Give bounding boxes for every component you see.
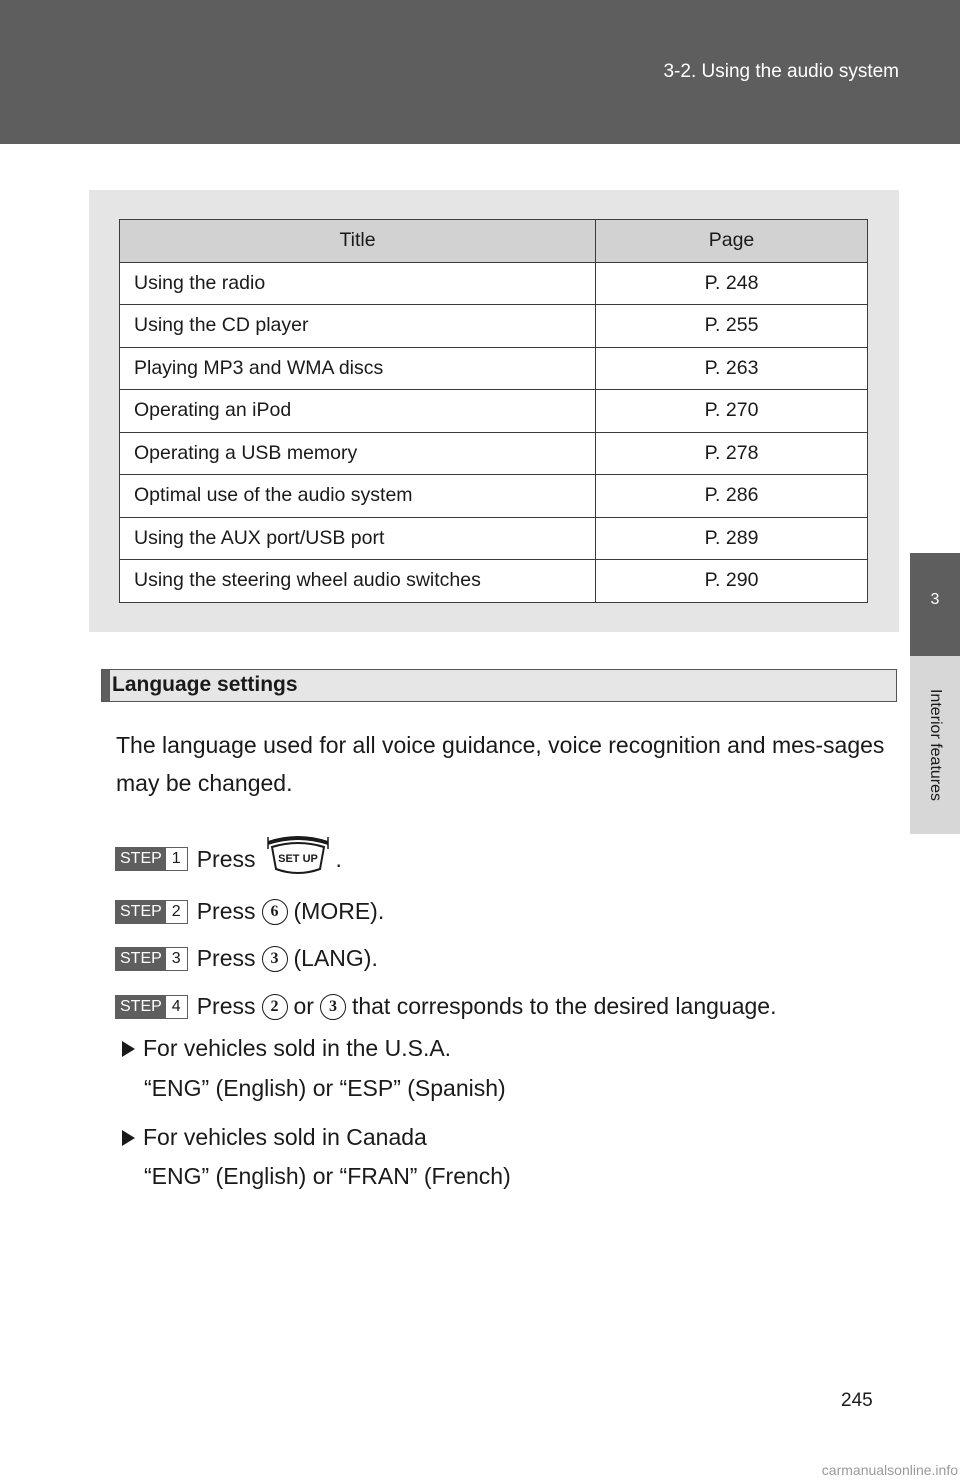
setup-button-label: SET UP — [277, 853, 318, 865]
row-page-link[interactable]: P. 290 — [596, 560, 868, 603]
row-page-link[interactable]: P. 255 — [596, 305, 868, 348]
reference-table — [119, 219, 868, 603]
section-title: Language settings — [112, 673, 298, 696]
row-title: Playing MP3 and WMA discs — [120, 347, 596, 390]
row-title: Using the radio — [120, 262, 596, 305]
table-row — [120, 432, 868, 475]
button-6-icon: 6 — [262, 899, 288, 925]
step-press-text: Press — [196, 993, 256, 1019]
step-press-text: Press — [196, 898, 256, 924]
step-number: 1 — [166, 848, 187, 870]
chapter-label: Interior features — [927, 688, 944, 802]
step-press-text: Press — [196, 845, 256, 872]
step-4 — [115, 993, 776, 1020]
row-title: Operating a USB memory — [120, 432, 596, 475]
step-badge — [115, 995, 188, 1019]
section-intro: The language used for all voice guidance, voice recognition and mes-sages may be changed. — [116, 732, 885, 796]
step-badge — [115, 947, 188, 971]
row-page-link[interactable]: P. 270 — [596, 390, 868, 433]
step-2 — [115, 898, 384, 925]
watermark: carmanualsonline.info — [821, 1462, 958, 1478]
page-number: 245 — [841, 1390, 873, 1411]
step-number: 2 — [166, 901, 187, 923]
step-press-text: Press — [196, 945, 256, 971]
step-after-text: that corresponds to the desired language. — [351, 993, 777, 1019]
chapter-tab[interactable] — [910, 553, 960, 656]
row-title: Using the CD player — [120, 305, 596, 348]
step-badge — [115, 847, 188, 871]
triangle-bullet-icon — [122, 1130, 135, 1146]
button-3-icon: 3 — [320, 994, 346, 1020]
bullet-detail: “ENG” (English) or “FRAN” (French) — [144, 1163, 511, 1189]
step-word: STEP — [116, 901, 166, 923]
list-item — [122, 1035, 451, 1062]
table-row — [120, 347, 868, 390]
step-word: STEP — [116, 848, 166, 870]
page-header — [0, 0, 960, 144]
table-header-row — [120, 220, 868, 263]
step-after-text: . — [335, 845, 342, 872]
chapter-number: 3 — [930, 591, 940, 608]
row-title: Using the AUX port/USB port — [120, 517, 596, 560]
column-header-page: Page — [596, 220, 868, 263]
step-after-text: (LANG). — [293, 945, 378, 971]
bullet-detail: “ENG” (English) or “ESP” (Spanish) — [144, 1075, 506, 1101]
row-page-link[interactable]: P. 289 — [596, 517, 868, 560]
bullet-heading: For vehicles sold in Canada — [143, 1124, 427, 1150]
column-header-title: Title — [120, 220, 596, 263]
reference-table-panel — [89, 190, 899, 632]
row-page-link[interactable]: P. 278 — [596, 432, 868, 475]
chapter-tab-label-area[interactable] — [910, 656, 960, 834]
section-breadcrumb: 3-2. Using the audio system — [663, 61, 899, 82]
step-number: 4 — [166, 996, 187, 1018]
step-badge — [115, 900, 188, 924]
triangle-bullet-icon — [122, 1041, 135, 1057]
table-row — [120, 390, 868, 433]
row-page-link[interactable]: P. 263 — [596, 347, 868, 390]
table-row — [120, 262, 868, 305]
row-title: Optimal use of the audio system — [120, 475, 596, 518]
bullet-heading: For vehicles sold in the U.S.A. — [143, 1035, 452, 1061]
row-page-link[interactable]: P. 286 — [596, 475, 868, 518]
step-word: STEP — [116, 996, 166, 1018]
row-title: Using the steering wheel audio switches — [120, 560, 596, 603]
row-title: Operating an iPod — [120, 390, 596, 433]
table-row — [120, 517, 868, 560]
row-page-link[interactable]: P. 248 — [596, 262, 868, 305]
step-3 — [115, 945, 378, 972]
table-row — [120, 560, 868, 603]
button-2-icon: 2 — [262, 994, 288, 1020]
table-row — [120, 305, 868, 348]
step-1 — [115, 833, 342, 885]
setup-button-icon — [262, 833, 334, 885]
section-accent-bar — [102, 670, 110, 701]
step-number: 3 — [166, 948, 187, 970]
step-word: STEP — [116, 948, 166, 970]
section-heading-bar — [101, 669, 897, 702]
step-after-text: (MORE). — [293, 898, 385, 924]
step-or-text: or — [293, 993, 314, 1019]
table-row — [120, 475, 868, 518]
button-3-icon: 3 — [262, 946, 288, 972]
list-item — [122, 1124, 427, 1151]
